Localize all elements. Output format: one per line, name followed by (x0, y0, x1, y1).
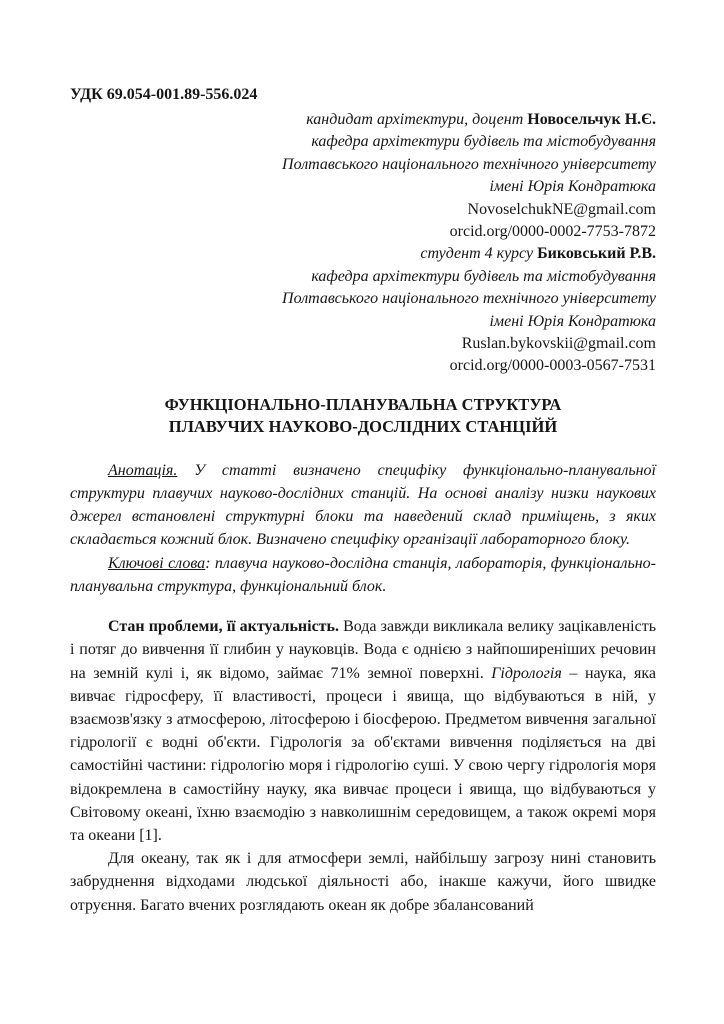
author1-university-name: імені Юрія Кондратюка (489, 178, 656, 196)
author2-role-line (70, 243, 656, 265)
article-title-line-1: ФУНКЦІОНАЛЬНО-ПЛАНУВАЛЬНА СТРУКТУРА (164, 394, 562, 414)
author2-university: Полтавського національного технічного університету (282, 290, 656, 308)
paragraph-1-text-b: – наука, яка вивчає гідросферу, її властивості, процеси і явища, що відбуваються в ній, у взаємозв'язку з атмосферою, літосферою і біосферою. Предметом вивчення загальної гідрології є водні об'єкти. Гідрологія за об'єктами вивчення поділяється на дві самостійні частини: гідрологію моря і гідрологію суші. У свою чергу гідрологія моря відокремлена в самостійну науку, яка вивчає процеси і явища, що відбуваються у Світовому океані, їхню взаємодію з навколишнім середовищем, а також окремі моря та океани [1]. (70, 664, 656, 844)
keywords-paragraph (70, 552, 656, 598)
author1-orcid: orcid.org/0000-0002-7753-7872 (449, 223, 656, 241)
body-paragraph-2 (70, 847, 656, 917)
author1-name: Новосельчук Н.Є. (527, 111, 656, 128)
paragraph-1-lead: Стан проблеми, її актуальність. (108, 618, 339, 636)
abstract-lead: Анотація. (108, 461, 178, 479)
author-block (70, 109, 656, 378)
article-title-line-2: ПЛАВУЧИХ НАУКОВО-ДОСЛІДНИХ СТАНЦІЙЙ (168, 416, 558, 436)
abstract-paragraph (70, 459, 656, 552)
paragraph-2-text: Для океану, так як і для атмосфери землі, найбільшу загрозу нині становить забруднення відходами людської діяльності або, інакше кажучи, його швидке отруєння. Багато вчених розглядають океан як добре збалансований (70, 850, 656, 914)
author2-name: Биковський Р.В. (537, 245, 656, 263)
author1-role: кандидат архітектури, доцент (306, 111, 528, 128)
keywords-lead: Ключові слова (108, 554, 206, 572)
body-paragraph-1 (70, 615, 656, 847)
abstract-text: У статті визначено специфіку функціонально-планувальної структури плавучих науково-дослідних станцій. На основі аналізу низки наукових джерел встановлені структурні блоки та наведений склад приміщень, з яких складається кожний блок. Визначено специфіку організації лабораторного блоку. (70, 461, 656, 549)
author2-university-name: імені Юрія Кондратюка (489, 312, 656, 330)
paragraph-1-term: Гідрологія (491, 664, 562, 682)
author2-email: Ruslan.bykovskii@gmail.com (461, 335, 656, 353)
author1-email: NovoselchukNE@gmail.com (467, 200, 656, 218)
keywords-text: : плавуча науково-дослідна станція, лабораторія, функціонально-планувальна структура, функціональний блок. (70, 554, 657, 595)
author2-role: студент 4 курсу (420, 245, 538, 263)
author1-role-line (70, 109, 656, 131)
author1-university: Полтавського національного технічного університету (282, 155, 656, 173)
author2-department: кафедра архітектури будівель та містобудування (311, 267, 656, 285)
author1-department: кафедра архітектури будівель та містобудування (311, 133, 656, 151)
author2-orcid: orcid.org/0000-0003-0567-7531 (449, 357, 656, 375)
paragraph-1-text-a: Вода завжди викликала велику зацікавленість і потяг до вивчення її глибин у науковців. Вода є однією з найпоширеніших речовин на земній кулі і, як відомо, займає 71% земної поверхні. (70, 618, 656, 682)
udc-code: УДК 69.054-001.89-556.024 (70, 86, 258, 103)
article-title (70, 394, 656, 438)
